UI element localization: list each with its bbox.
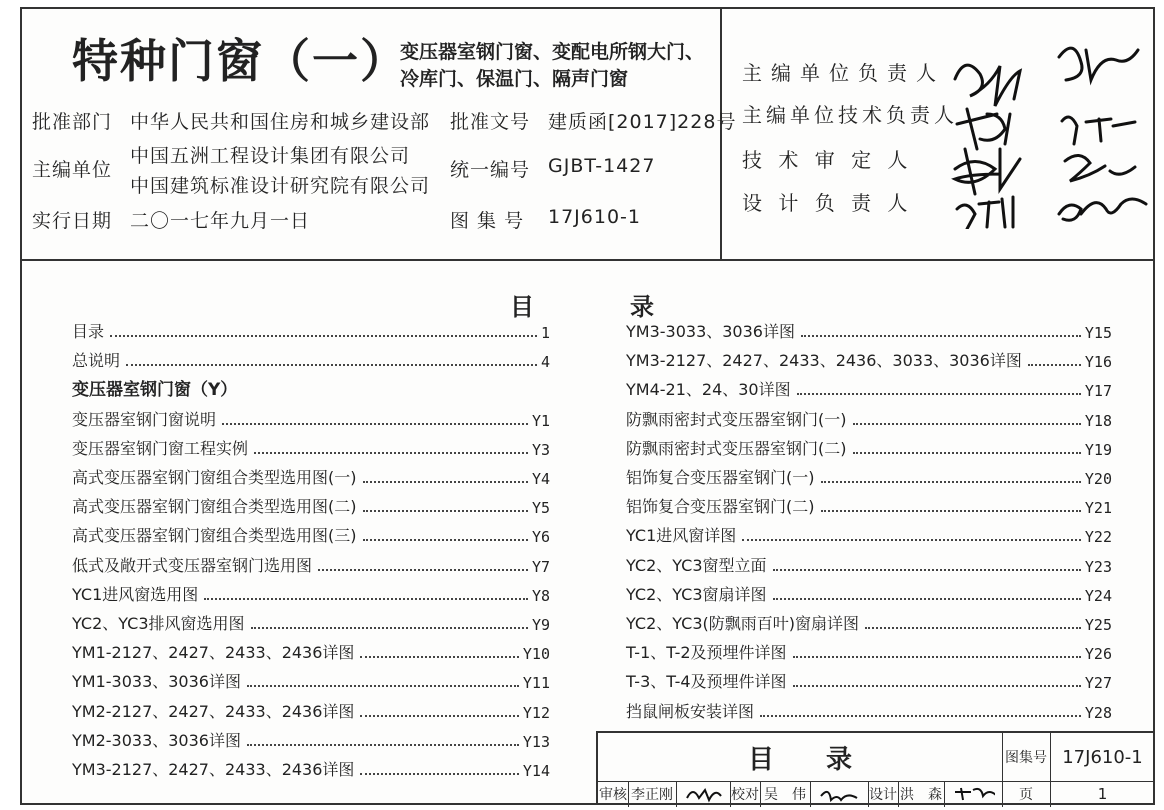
toc-leader-dots [247, 685, 519, 687]
toc-entry-label: 高式变压器室钢门窗组合类型选用图(一) [72, 468, 357, 487]
toc-entry-label: YC2、YC3窗型立面 [626, 555, 767, 575]
toc-entry[interactable] [72, 612, 550, 634]
toc-leader-dots [360, 656, 518, 658]
toc-entry-label: T-3、T-4及预埋件详图 [626, 672, 787, 692]
toc-leader-dots [222, 423, 528, 425]
toc-entry-label: 变压器室钢门窗（Y） [72, 380, 238, 401]
toc-leader-dots [363, 539, 528, 541]
review-signature [676, 781, 730, 807]
toc-entry[interactable] [626, 437, 1112, 459]
toc-entry-label: 高式变压器室钢门窗组合类型选用图(三) [72, 526, 357, 546]
effective-date: 二〇一七年九月一日 [130, 210, 311, 232]
toc-entry[interactable] [72, 729, 550, 751]
toc-leader-dots [742, 539, 1081, 541]
design-signature [944, 781, 1002, 807]
toc-entry-page: Y18 [1084, 411, 1112, 430]
tb-atlas-no: 17J610-1 [1062, 746, 1143, 768]
toc-entry-label: 高式变压器室钢门窗组合类型选用图(二) [72, 497, 357, 517]
toc-leader-dots [360, 773, 518, 775]
toc-entry-label: 铝饰复合变压器室钢门(二) [626, 497, 815, 517]
toc-entry-page: Y25 [1084, 616, 1112, 634]
toc-entry-label: YC2、YC3排风窗选用图 [72, 614, 245, 633]
approval-dept: 中华人民共和国住房和城乡建设部 [130, 111, 431, 133]
toc-entry-label: YM3-2127、2427、2433、2436、3033、3036详图 [626, 351, 1022, 371]
role-chief-unit-head: 主编单位负责人 [742, 61, 945, 85]
check-signature [810, 781, 868, 807]
toc-leader-dots [793, 656, 1081, 658]
unified-no-label: 统一编号 [450, 159, 531, 181]
toc-entry[interactable] [72, 554, 550, 576]
toc-entry-label: YC2、YC3(防飘雨百叶)窗扇详图 [626, 614, 859, 633]
toc-entry-page: Y20 [1084, 470, 1112, 488]
toc-entry-page: Y24 [1084, 586, 1112, 605]
toc-leader-dots [204, 598, 528, 600]
toc-entry[interactable] [72, 758, 550, 780]
toc-entry-label: 挡鼠闸板安装详图 [626, 701, 755, 721]
toc-entry[interactable] [626, 349, 1112, 371]
toc-entry-label: YM3-3033、3036详图 [626, 322, 795, 341]
toc-entry-page: Y10 [522, 645, 550, 664]
signatures [947, 29, 1152, 229]
tb-atlas-no-label: 图集号 [1005, 750, 1047, 766]
toc-entry[interactable] [626, 612, 1112, 634]
toc-leader-dots [760, 715, 1081, 717]
toc-entry-page: Y12 [522, 703, 550, 722]
toc-leader-dots [853, 452, 1081, 454]
header-block [22, 9, 1153, 261]
toc-leader-dots [254, 452, 528, 454]
approval-doc: 建质函[2017]228号 [548, 111, 737, 133]
toc-entry[interactable] [72, 700, 550, 722]
page-label: 页 [1019, 787, 1033, 803]
toc-leader-dots [360, 715, 518, 717]
toc-leader-dots [251, 627, 528, 629]
toc-leader-dots [821, 481, 1081, 483]
role-chief-unit-tech-head: 主编单位技术负责人 [742, 103, 958, 127]
toc-entry-page: Y4 [531, 470, 550, 488]
header-info [22, 9, 737, 259]
toc-entry-label: 铝饰复合变压器室钢门(一) [626, 468, 815, 487]
toc-entry[interactable] [626, 466, 1112, 488]
toc-leader-dots [363, 481, 528, 483]
sheet-title: 目 录 [747, 744, 852, 775]
toc-leader-dots [793, 685, 1081, 687]
toc-entry-page: Y5 [531, 499, 550, 518]
toc-entry-label: T-1、T-2及预埋件详图 [626, 643, 787, 663]
toc-entry-label: 目录 [72, 322, 105, 341]
effective-date-label: 实行日期 [32, 210, 113, 232]
toc-entry[interactable] [72, 466, 550, 488]
toc-entry[interactable] [72, 641, 550, 663]
toc-entry-page: Y14 [522, 762, 550, 780]
toc-leader-dots [821, 510, 1081, 512]
toc-leader-dots [865, 627, 1081, 629]
toc-entry-page: Y11 [522, 674, 550, 693]
subtitle-line-1: 变压器室钢门窗、变配电所钢大门、 [400, 41, 705, 63]
toc-entry[interactable] [626, 408, 1112, 430]
toc-entry-label: YM1-3033、3036详图 [72, 672, 241, 692]
toc-entry-page: Y21 [1084, 499, 1112, 518]
toc-leader-dots [801, 335, 1081, 337]
toc-entry[interactable] [626, 583, 1112, 605]
subtitle-line-2: 冷库门、保温门、隔声门窗 [400, 68, 629, 90]
toc-entry-label: YC1进风窗详图 [626, 526, 737, 546]
toc-entry-page: Y8 [531, 586, 550, 605]
atlas-no: 17J610-1 [548, 206, 641, 228]
toc-entry-page: Y26 [1084, 645, 1112, 664]
unified-no: GJBT-1427 [548, 155, 656, 177]
toc-entry-label: 变压器室钢门窗说明 [72, 409, 217, 429]
approval-doc-label: 批准文号 [450, 111, 531, 133]
drawing-sheet [20, 7, 1155, 805]
chief-editor-label: 主编单位 [32, 159, 113, 181]
toc-entry[interactable] [72, 349, 550, 371]
toc-leader-dots [773, 598, 1081, 600]
toc-entry-label: YC2、YC3窗扇详图 [626, 584, 767, 604]
toc-entry-page: Y13 [522, 732, 550, 751]
check-name: 吴 伟 [764, 787, 806, 803]
toc-entry[interactable] [72, 670, 550, 692]
atlas-no-label: 图 集 号 [450, 210, 525, 232]
toc-entry-page: Y27 [1084, 674, 1112, 693]
toc-entry-page: Y15 [1084, 324, 1112, 342]
toc-entry-page: Y7 [531, 557, 550, 576]
toc-entry-page: Y17 [1084, 382, 1112, 401]
toc-entry-page: Y19 [1084, 440, 1112, 459]
role-tech-approver: 技 术 审 定 人 [742, 148, 913, 172]
chief-editor-2: 中国建筑标准设计研究院有限公司 [130, 175, 431, 197]
toc-entry[interactable] [626, 524, 1112, 546]
toc-entry[interactable] [626, 700, 1112, 722]
role-design-head: 设 计 负 责 人 [742, 191, 913, 215]
toc-entry[interactable] [626, 495, 1112, 517]
responsibility-panel [722, 9, 1153, 259]
toc-leader-dots [797, 393, 1081, 395]
toc-entry-label: YM2-3033、3036详图 [72, 730, 241, 750]
approval-dept-label: 批准部门 [32, 111, 113, 133]
toc-entry[interactable] [626, 320, 1112, 342]
chief-editor-1: 中国五洲工程设计集团有限公司 [130, 145, 411, 167]
toc-entry[interactable] [72, 524, 550, 546]
design-label: 设计 [869, 787, 897, 803]
check-label: 校对 [731, 787, 759, 803]
review-name: 李正刚 [631, 787, 673, 803]
toc-leader-dots [773, 569, 1081, 571]
toc-leader-dots [1028, 364, 1081, 366]
toc-entry-label: YM2-2127、2427、2433、2436详图 [72, 701, 355, 721]
toc-entry-label: YM4-21、24、30详图 [626, 380, 791, 400]
toc-entry[interactable] [626, 641, 1112, 663]
toc-leader-dots [363, 510, 528, 512]
toc-entry-label: YM1-2127、2427、2433、2436详图 [72, 643, 355, 663]
toc-title: 目 录 [510, 293, 654, 321]
toc-entry-label: 总说明 [72, 351, 121, 371]
toc-entry[interactable] [72, 495, 550, 517]
toc-entry-page: Y3 [531, 440, 550, 459]
toc-entry-page: Y22 [1084, 528, 1112, 547]
toc-leader-dots [110, 335, 537, 337]
toc-entry[interactable] [72, 437, 550, 459]
toc-entry-label: 低式及敞开式变压器室钢门选用图 [72, 555, 313, 575]
toc-entry-page: Y23 [1084, 557, 1112, 576]
toc-entry-page: 4 [540, 353, 550, 372]
toc-entry[interactable] [72, 320, 550, 342]
toc-leader-dots [126, 364, 537, 366]
toc-leader-dots [318, 569, 528, 571]
toc-entry[interactable] [626, 378, 1112, 400]
toc-entry-page: Y9 [531, 616, 550, 634]
toc-entry-page: Y16 [1084, 353, 1112, 372]
toc-entry-label: 防飘雨密封式变压器室钢门(一) [626, 409, 847, 429]
title-block [596, 731, 1153, 805]
toc-entry[interactable] [72, 378, 550, 400]
toc-entry[interactable] [626, 670, 1112, 692]
toc-entry-label: YC1进风窗选用图 [72, 584, 199, 604]
toc-entry-page: Y1 [531, 411, 550, 430]
toc-entry-page: 1 [540, 324, 550, 342]
toc-entry[interactable] [72, 408, 550, 430]
page-number: 1 [1097, 785, 1108, 803]
toc-entry-label: 变压器室钢门窗工程实例 [72, 438, 249, 458]
toc-entry[interactable] [72, 583, 550, 605]
toc-entry-page: Y6 [531, 528, 550, 547]
page-title: 特种门窗（一） [72, 34, 408, 88]
toc-entry-page: Y28 [1084, 703, 1112, 722]
review-label: 审核 [599, 787, 627, 803]
toc-leader-dots [247, 744, 519, 746]
toc-entry[interactable] [626, 554, 1112, 576]
design-name: 洪 森 [900, 787, 942, 803]
toc-entry-label: 防飘雨密封式变压器室钢门(二) [626, 438, 847, 458]
toc-entry-label: YM3-2127、2427、2433、2436详图 [72, 760, 355, 779]
toc-leader-dots [853, 423, 1081, 425]
